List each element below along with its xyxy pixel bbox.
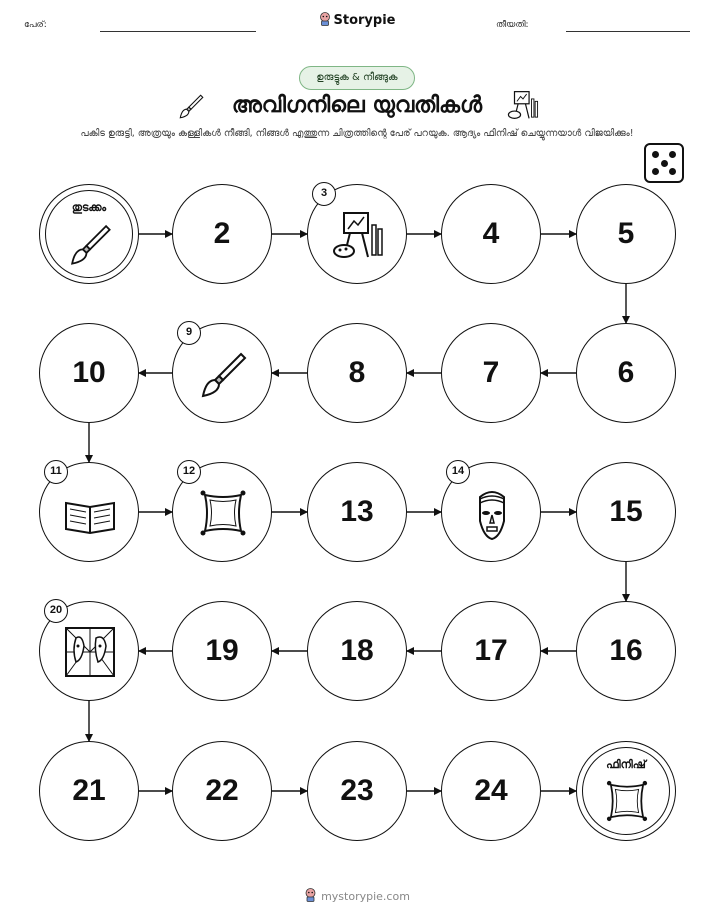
board-space-9 [172, 323, 272, 423]
brand-name: Storypie [333, 13, 396, 28]
brand [0, 12, 714, 28]
space-number: 13 [340, 495, 374, 528]
footer-url[interactable]: mystorypie.com [321, 890, 410, 903]
dice-icon[interactable] [644, 143, 684, 183]
board-space-11 [39, 462, 139, 562]
space-number: 17 [474, 634, 508, 667]
space-number: 10 [72, 356, 106, 389]
date-label: തീയതി: [496, 20, 529, 30]
space-number: 23 [340, 774, 374, 807]
board-space-12 [172, 462, 272, 562]
paintbrush-icon [65, 219, 115, 269]
board-space-16 [576, 601, 676, 701]
name-label: പേര്: [24, 20, 47, 30]
board-space-17 [441, 601, 541, 701]
space-number: 8 [348, 356, 366, 389]
board-space-19 [172, 601, 272, 701]
space-number-badge: 12 [177, 460, 201, 484]
space-number: 24 [474, 774, 508, 807]
board-space-5 [576, 184, 676, 284]
date-line[interactable] [566, 31, 690, 32]
game-type-pill: ഉരുട്ടുക & നീങ്ങുക [299, 66, 415, 90]
space-number-badge: 11 [44, 460, 68, 484]
space-number: 2 [213, 217, 231, 250]
board-space-24 [441, 741, 541, 841]
space-number: 18 [340, 634, 374, 667]
space-number: 22 [205, 774, 239, 807]
instructions: പകിട ഉരുട്ടി, അത്രയും കള്ളികൾ നീങ്ങി, നിങ്ങൾ എത്തുന്ന ചിത്രത്തിന്റെ പേര് പറയുക. ആദ്യം ഫിനിഷ് ചെയ്യുന്നയാൾ വിജയിക്കും! [80, 128, 634, 139]
tribal-mask-icon [464, 485, 520, 541]
board-space-13 [307, 462, 407, 562]
start-space [39, 184, 139, 284]
space-number-badge: 14 [446, 460, 470, 484]
space-number-badge: 3 [312, 182, 336, 206]
board-space-3 [307, 184, 407, 284]
board-space-23 [307, 741, 407, 841]
board-space-14 [441, 462, 541, 562]
board-space-18 [307, 601, 407, 701]
board-space-15 [576, 462, 676, 562]
space-number-badge: 20 [44, 599, 68, 623]
board-space-20 [39, 601, 139, 701]
board-space-10 [39, 323, 139, 423]
space-number: 16 [609, 634, 643, 667]
space-number: 7 [482, 356, 500, 389]
space-number: 5 [617, 217, 635, 250]
cubist-faces-icon [62, 624, 118, 680]
board-space-4 [441, 184, 541, 284]
cushion-icon [602, 776, 652, 826]
footer [0, 888, 714, 903]
board-space-6 [576, 323, 676, 423]
open-book-icon [62, 485, 118, 541]
board-space-21 [39, 741, 139, 841]
space-number-badge: 9 [177, 321, 201, 345]
board-space-2 [172, 184, 272, 284]
name-line[interactable] [100, 31, 256, 32]
space-number: 15 [609, 495, 643, 528]
finish-label: ഫിനിഷ് [606, 758, 646, 771]
board-space-7 [441, 323, 541, 423]
start-label: തുടക്കം [71, 201, 107, 214]
easel-icon [506, 88, 540, 122]
storypie-logo-icon [319, 12, 331, 26]
board-space-8 [307, 323, 407, 423]
page-title: അവിഗനിലെ യുവതികൾ [231, 93, 483, 118]
space-number: 21 [72, 774, 106, 807]
board-space-22 [172, 741, 272, 841]
finish-space [576, 741, 676, 841]
cushion-icon [195, 485, 251, 541]
space-number: 19 [205, 634, 239, 667]
paintbrush-icon [195, 346, 251, 402]
easel-icon [330, 207, 386, 263]
space-number: 6 [617, 356, 635, 389]
storypie-logo-icon [304, 888, 317, 902]
space-number: 4 [482, 217, 500, 250]
